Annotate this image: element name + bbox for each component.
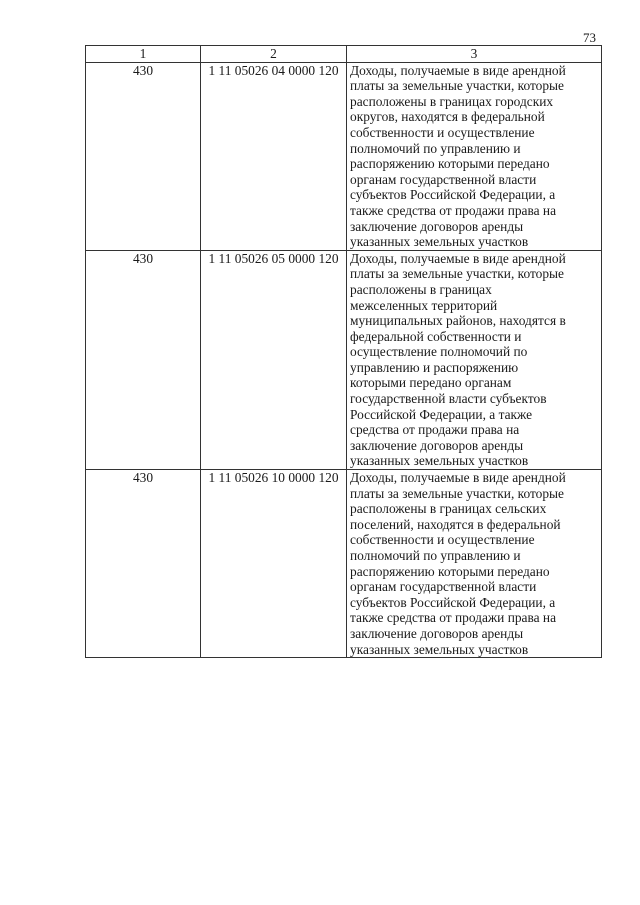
description-line: средства от продажи права на [350,422,520,438]
admin-code-cell: 430 [86,62,201,250]
page-number: 73 [583,30,596,45]
table-header-row [86,46,602,63]
description-line: межселенных территорий [350,297,498,313]
column-header-2: 2 [201,46,347,63]
description-line: расположены в границах [350,281,492,297]
revenue-codes-table [85,45,602,658]
description-line: управлению и распоряжению [350,359,519,375]
description-line: заключение договоров аренды [350,218,524,234]
description-line: субъектов Российской Федерации, а [350,187,556,203]
description-line: осуществление полномочий по [350,344,528,360]
description-line: государственной власти субъектов [350,391,547,407]
description-line: платы за земельные участки, которые [350,266,565,282]
table-row [86,62,602,250]
description-line: собственности и осуществление [350,532,535,548]
description-line: заключение договоров аренды [350,625,524,641]
description-line: которыми передано органам [350,375,512,391]
description-line: субъектов Российской Федерации, а [350,594,556,610]
description-line: полномочий по управлению и [350,140,521,156]
description-line: распоряжению которыми передано [350,156,550,172]
column-header-1: 1 [86,46,201,63]
description-cell [347,470,602,658]
description-line: органам государственной власти [350,171,537,187]
table-row [86,250,602,469]
description-line: поселений, находятся в федеральной [350,516,561,532]
description-line: расположены в границах сельских [350,501,547,517]
kbk-code-cell: 1 11 05026 04 0000 120 [201,62,347,250]
description-line: полномочий по управлению и [350,548,521,563]
description-line: платы за земельные участки, которые [350,78,565,94]
description-line: Доходы, получаемые в виде арендной [350,62,566,78]
description-line: платы за земельные участки, которые [350,485,565,501]
column-header-3: 3 [347,46,602,63]
description-line: указанных земельных участков [350,641,529,657]
description-line: органам государственной власти [350,579,537,595]
admin-code-cell: 430 [86,470,201,658]
kbk-code-cell: 1 11 05026 05 0000 120 [201,250,347,469]
table-body [86,62,602,658]
description-line: распоряжению которыми передано [350,563,550,579]
description-line: заключение договоров аренды [350,437,524,453]
description-line: Доходы, получаемые в виде арендной [350,470,566,486]
description-line: муниципальных районов, находятся в [350,313,566,329]
description-line: указанных земельных участков [350,453,529,469]
description-line: собственности и осуществление [350,124,535,140]
description-line: расположены в границах городских [350,93,554,109]
admin-code-cell: 430 [86,250,201,469]
description-line: также средства от продажи права на [350,202,557,218]
description-line: Доходы, получаемые в виде арендной [350,250,566,266]
description-line: указанных земельных участков [350,234,529,250]
description-line: также средства от продажи права на [350,610,557,626]
kbk-code-cell: 1 11 05026 10 0000 120 [201,470,347,658]
description-line: округов, находятся в федеральной [350,109,545,125]
description-cell [347,250,602,469]
description-line: Российской Федерации, а также [350,406,533,422]
description-line: федеральной собственности и [350,328,522,344]
description-cell [347,62,602,250]
table-row [86,470,602,658]
